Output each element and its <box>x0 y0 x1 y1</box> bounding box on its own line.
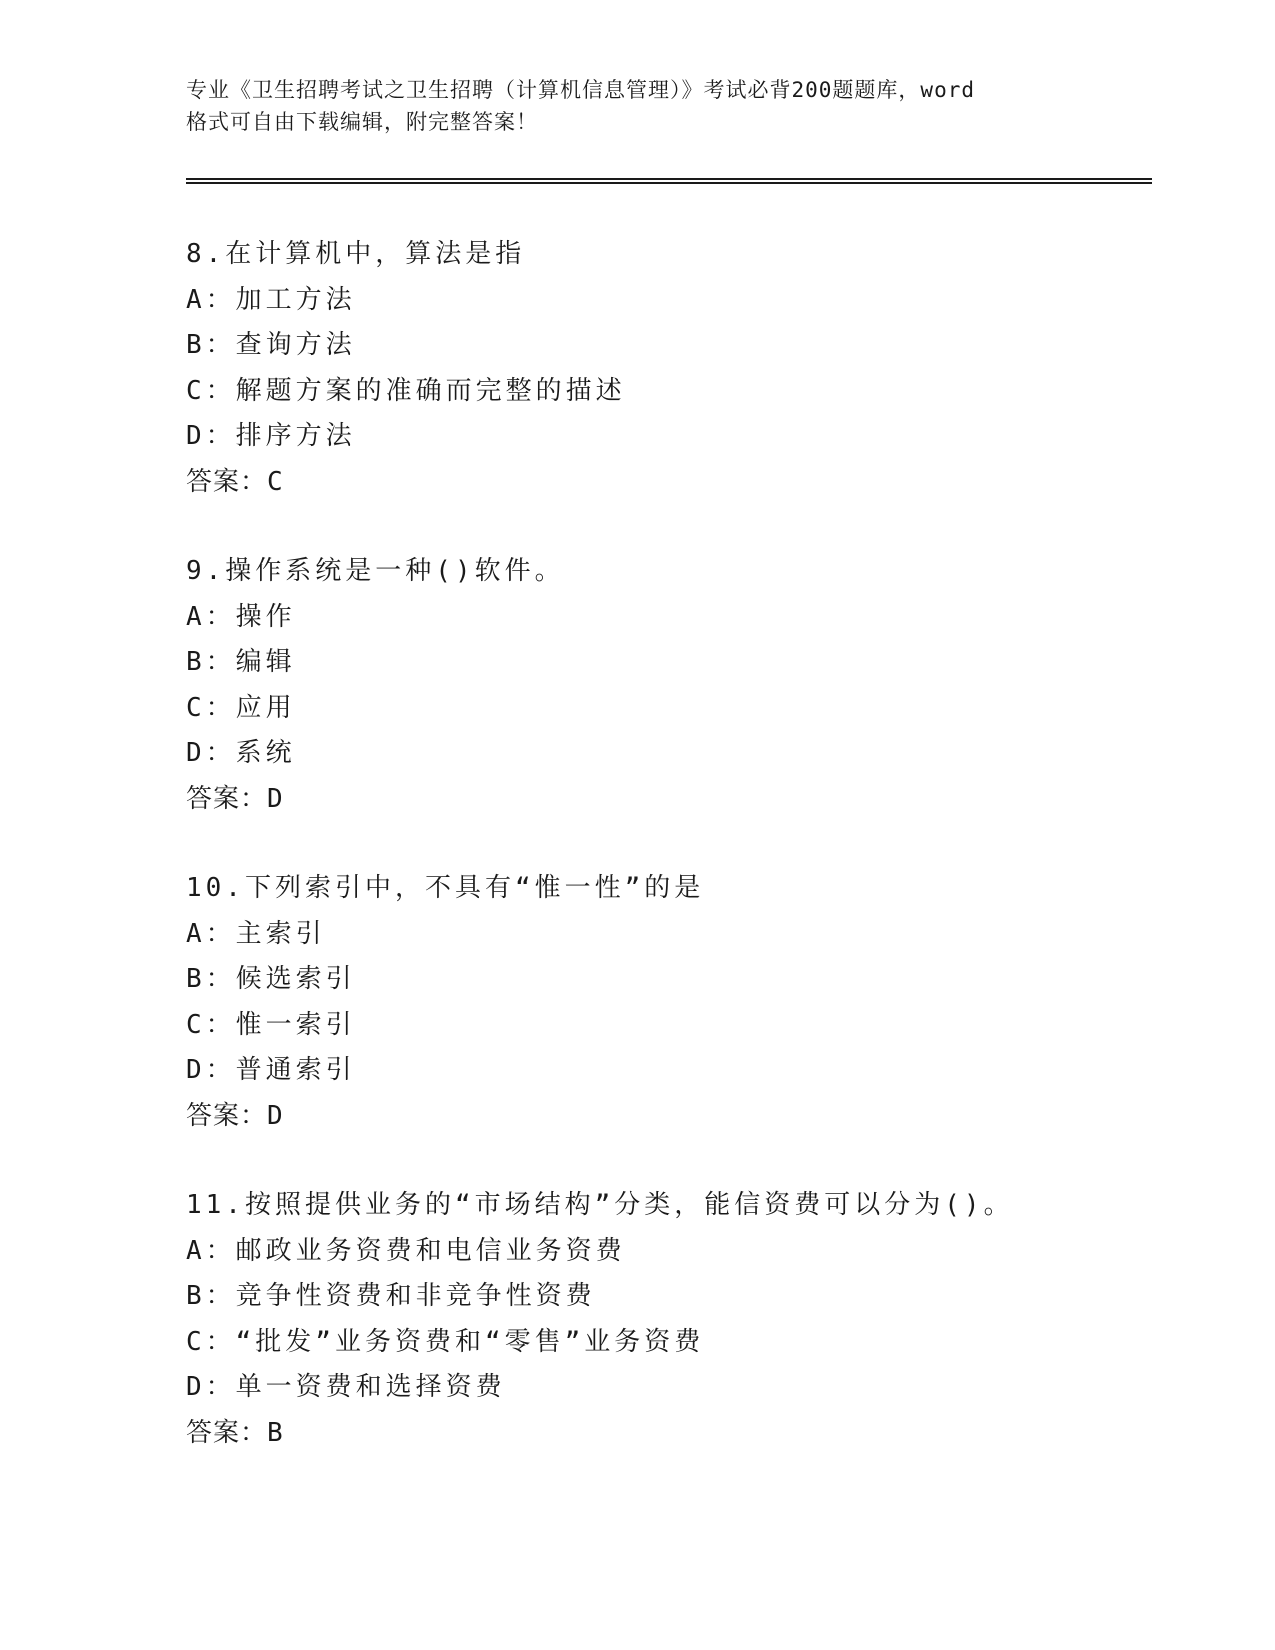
question-11 <box>186 1183 1146 1456</box>
option-c: C：“批发”业务资费和“零售”业务资费 <box>186 1326 705 1357</box>
answer-label: 答案： <box>186 466 268 497</box>
question-stem: 10.下列索引中，不具有“惟一性”的是 <box>186 873 705 903</box>
option-b: B：查询方法 <box>186 330 356 360</box>
answer-value: C <box>267 466 284 497</box>
answer-line <box>186 460 1146 506</box>
option-d: D：普通索引 <box>186 1055 356 1085</box>
question-8 <box>186 232 1146 505</box>
header-title-line-1: 专业《卫生招聘考试之卫生招聘（计算机信息管理）》考试必背200题题库，word <box>186 78 975 102</box>
question-10 <box>186 866 1146 1139</box>
header-double-rule <box>186 178 1152 184</box>
option-b: B：编辑 <box>186 647 296 677</box>
answer-label: 答案： <box>186 783 268 814</box>
question-stem: 11.按照提供业务的“市场结构”分类，能信资费可以分为()。 <box>186 1190 1014 1220</box>
answer-value: D <box>267 783 284 814</box>
document-header <box>186 74 1086 138</box>
answer-label: 答案： <box>186 1100 268 1131</box>
question-list <box>186 232 1146 1500</box>
option-a: A：主索引 <box>186 918 326 949</box>
answer-value: B <box>267 1417 284 1448</box>
option-a: A：操作 <box>186 601 296 632</box>
option-b: B：竞争性资费和非竞争性资费 <box>186 1281 596 1311</box>
answer-value: D <box>267 1100 284 1131</box>
option-b: B：候选索引 <box>186 964 356 994</box>
answer-line <box>186 1094 1146 1140</box>
option-d: D：系统 <box>186 738 296 768</box>
header-title-line-2: 格式可自由下载编辑，附完整答案！ <box>186 110 538 134</box>
answer-label: 答案： <box>186 1417 268 1448</box>
answer-line <box>186 1411 1146 1457</box>
option-a: A：加工方法 <box>186 284 356 315</box>
option-d: D：排序方法 <box>186 421 356 451</box>
option-d: D：单一资费和选择资费 <box>186 1372 506 1402</box>
question-stem: 8.在计算机中，算法是指 <box>186 239 526 269</box>
option-c: C：惟一索引 <box>186 1009 356 1040</box>
option-c: C：应用 <box>186 692 296 723</box>
option-a: A：邮政业务资费和电信业务资费 <box>186 1235 626 1266</box>
option-c: C：解题方案的准确而完整的描述 <box>186 375 626 406</box>
question-stem: 9.操作系统是一种()软件。 <box>186 556 565 586</box>
answer-line <box>186 777 1146 823</box>
question-9 <box>186 549 1146 822</box>
